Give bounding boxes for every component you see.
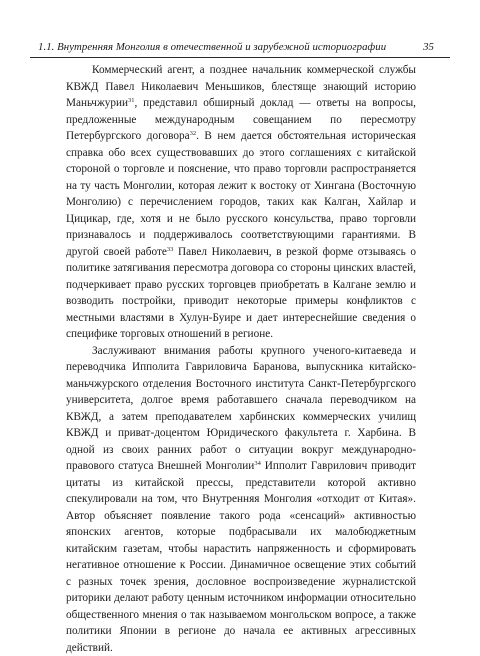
- footnote-ref: 34: [254, 460, 261, 467]
- footnote-ref: 31: [128, 97, 135, 104]
- body-text: [66, 62, 416, 656]
- text-run: Коммерческий агент, а позднее начальник коммерческой службы КВЖД Павел Николаевич Меньшиков, блестяще знающий историю Маньчжурии: [66, 64, 416, 109]
- footnote-ref: 33: [167, 246, 174, 253]
- paragraph-1: [66, 62, 416, 343]
- header-rule: [30, 57, 450, 58]
- text-run: Заслуживают внимания работы крупного ученого-китаеведа и переводчика Ипполита Гавриловича Баранова, выпускника китайско-маньчжурского отделения Восточного института Санкт-Петербургского университета, долгое время работавшего сначала переводчиком на КВЖД, а затем преподавателем харбинских коммерческих училищ КВЖД и приват-доцентом Юридического факультета г. Харбина. В одной из своих ранних работ о ситуации вокруг международно-правового статуса Внешней Монголии: [66, 345, 416, 473]
- running-head-title: 1.1. Внутренняя Монголия в отечественной и зарубежной историографии: [38, 40, 386, 54]
- text-run: , представил обширный доклад — ответы на вопросы, предложенные международным совещанием по пересмотру Петербургского договора: [66, 97, 416, 142]
- footnote-ref: 32: [190, 130, 197, 137]
- text-run: Ипполит Гаврилович приводит цитаты из китайской прессы, представители которой активно спекулировали на том, что Внутренняя Монголия «отходит от Китая». Автор объясняет появление такого рода «сенсаций» активностью японских агентов, которые подбрасывали их малобюджетным китайским газетам, чтобы нарастить напряженность и сформировать негативное отношение к России. Динамичное освещение этих событий с разных точек зрения, дословное воспроизведение журналистской риторики делают работу ценным источником информации относительно общественного мнения о так называемом монгольском вопросе, а также политики Японии в регионе до начала ее активных агрессивных действий.: [66, 460, 416, 654]
- paragraph-2: [66, 343, 416, 656]
- text-run: Павел Николаевич, в резкой форме отзываясь о политике затягивания пересмотра договора со стороны цинских властей, подчеркивает право русских торговцев приобретать в Калгане землю и возводить постройки, приводит некоторые примеры конфликтов с местными властями в Хулун-Буире и дает интереснейшие сведения о специфике торговых отношений в регионе.: [66, 246, 416, 341]
- running-head: [30, 40, 450, 54]
- page-number: 35: [423, 40, 434, 54]
- text-run: . В нем дается обстоятельная историческая справка обо всех существовавших до этого соглашениях с китайской стороной о торговле и пояснение, что право торговли распространяется на ту часть Монголии, которая лежит к востоку от Хингана (Восточную Монголию) с перечислением городов, таких как Калган, Хайлар и Цицикар, где, хотя и не было русского консульства, право торговли признавалось и поддерживалось соответствующими гарантиями. В другой своей работе: [66, 130, 416, 258]
